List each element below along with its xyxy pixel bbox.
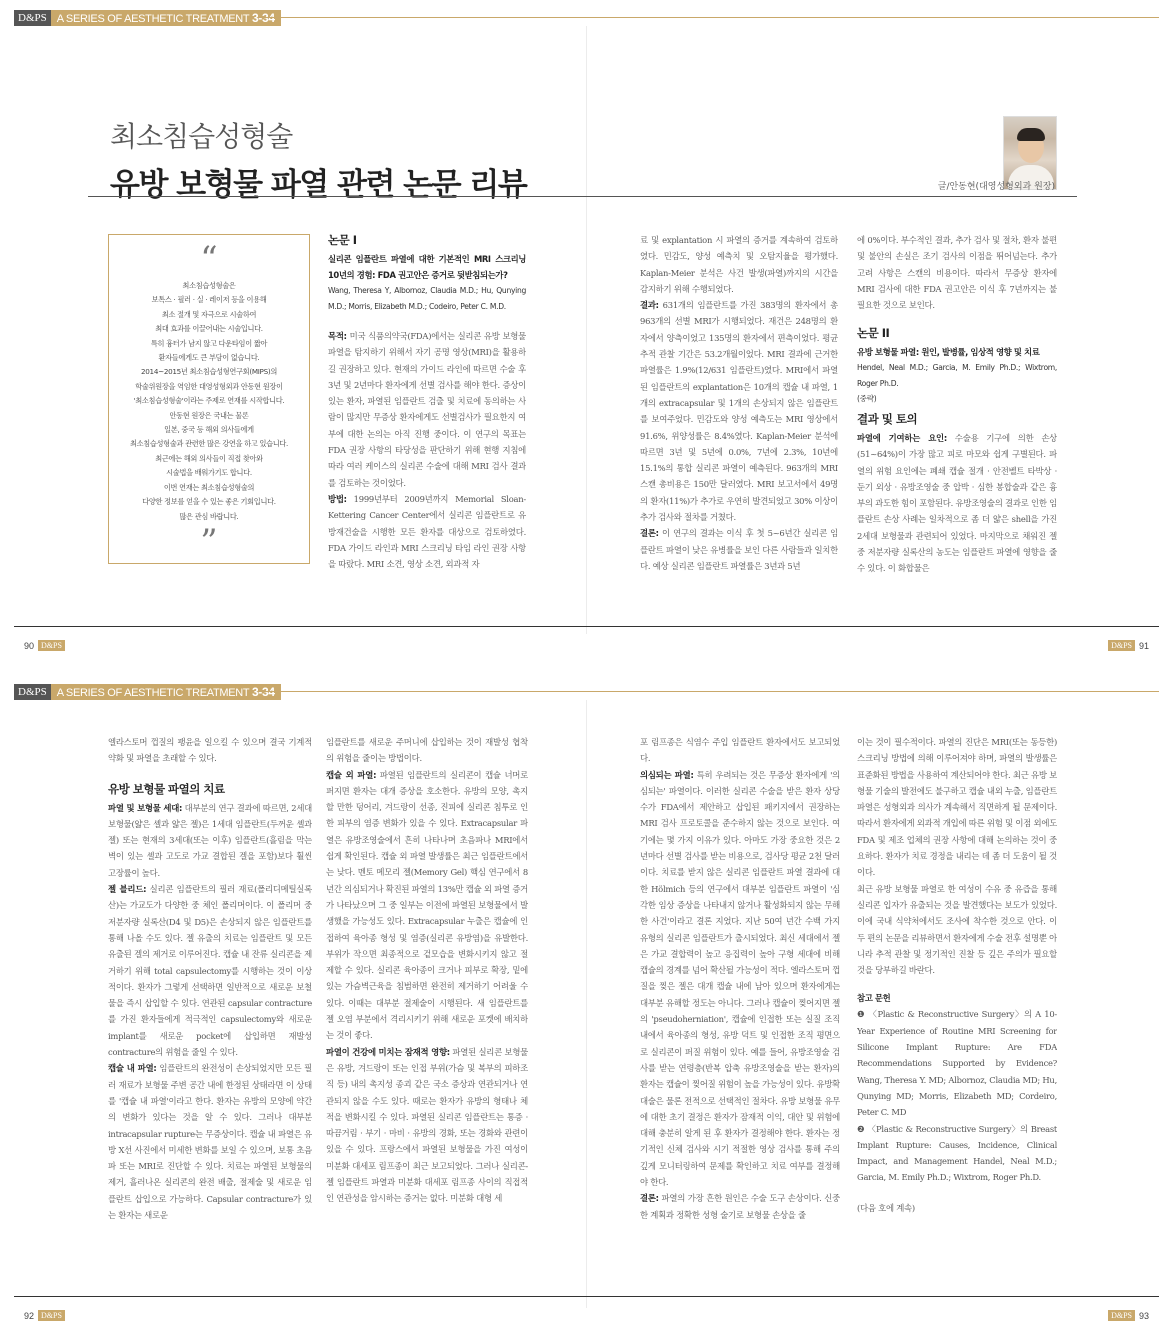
open-quote-icon: “ [200, 239, 218, 279]
col1-paragraph: 엘라스토머 껍질의 팽윤을 일으킬 수 있으며 결국 기계적 약화 및 파열을 초래할 수 있다. [108, 737, 312, 764]
gel-bleed-label: 젤 블리드: [108, 884, 147, 895]
references-heading: 참고 문헌 [857, 993, 891, 1004]
purpose-label: 목적: [328, 331, 347, 341]
method-label: 방법: [328, 493, 347, 504]
page-number-left [24, 640, 65, 651]
rupture-factors [857, 430, 1057, 577]
column-4 [857, 734, 1057, 1244]
gel-bleed-text: 실리콘 임플란트의 필러 재료(폴리디메틸실록산)는 가교도가 다양한 중 체인 폴리머이다. 이 폴리머 중 저분자량 실록산(D4 및 D5)은 손상되지 않은 임플란트를 통해 나올 수도 있다. 젤 유출의 치료는 임플란트 및 모든 유출된 겔의 제거로 이루어진다. 캡슐 내 잔류 실리콘을 제거하기 위해 total capsulectomy를 시행하는 것이 이상적이다. 환자가 그렇게 선택하면 일반적으로 새로운 보철물을 즉시 삽입할 수 있다. 연관된 capsular contracture를 가진 환자들에게 적극적인 capsulectomy와 새로운 implant를 새로운 pocket에 삽입하면 재발성 contracture의 위험을 줄일 수 있다. [108, 884, 312, 1058]
intracapsular-text: 임플란트의 완전성이 손상되었지만 모든 필러 재료가 보형물 주변 공간 내에 한정된 상태라면 이 상태를 '캡슐 내 파열'이라고 한다. 환자는 유방의 모양에 약간의 변화가 있다는 것을 알 수 있다. 그러나 대부분 intracapsular rupture는 무증상이다. 캡슐 내 파열은 유방 X선 사진에서 미세한 변화를 보일 수 있으며, 보통 초음파 또는 MRI로 진단할 수 있다. 치료는 파열된 보형물의 제거, 흘러나온 실리콘의 완전 배출, 절제술 및 새로운 임플란트 삽입으로 가능하다. Capsular contracture가 있는 환자는 새로운 [108, 1063, 312, 1221]
page-number-left [24, 1310, 65, 1321]
footer-logo: D&PS [38, 640, 65, 651]
magazine-logo: D&PS [14, 10, 51, 26]
column-3 [640, 734, 840, 1244]
page-number-right [1108, 1310, 1149, 1321]
headline-sub: 최소침습성형술 [110, 120, 293, 153]
suspected-paragraph [640, 767, 840, 1191]
page-number: 92 [24, 1310, 35, 1321]
col4-paragraph-2: 최근 유방 보형물 파열로 한 여성이 수유 중 유즙을 통해 실리콘 입자가 유출되는 것을 발견했다는 보도가 있었다. 이에 국내 식약처에서도 조사에 착수한 것으로 안다. 이 두 편의 논문을 리뷰하면서 환자에게 수술 전후 설명뿐 아니라 추적 관찰 및 정기적인 진찰 등 깊은 주의가 필요할 것을 당부하길 바란다. [857, 883, 1057, 976]
column-3 [857, 232, 1057, 582]
generation-paragraph [108, 800, 312, 881]
column-2 [326, 734, 528, 1244]
paper1-heading: 논문 I [328, 233, 357, 247]
conclusion-text: 이 연구의 결과는 이식 후 첫 5~6년간 실리콘 임플란트 파열이 낮은 유병률을 보인 다른 사람들과 일치한다. 예상 실리콘 임플란트 파열률은 3년과 5년 [640, 528, 838, 571]
page-number: 90 [24, 640, 35, 651]
intro-text: 최소침습성형술은 보톡스 · 필러 · 실 · 레이저 등을 이용해 최소 절개 및 자극으로 시술하여 최대 효과를 이끌어내는 시술입니다. 특히 흉터가 남지 않고 다운타임이 짧아 환자들에게도 큰 부담이 없습니다. 2014~2015년 최소침습성형연구회(MIPS)의 학술위원장을 역임한 대영성형외과 안동현 원장이 '최소침습성형술'이라는 주제로 연재를 시작합니다. 안동현 원장은 국내는 물론 일본, 중국 등 해외 의사들에게 최소침습성형술과 관련한 많은 강연을 하고 있습니다. 최근에는 해외 의사들이 직접 찾아와 시술법을 배워가기도 합니다. 이번 연재는 최소침습성형술의 다양한 정보를 얻을 수 있는 좋은 기회입니다. 많은 관심 바랍니다. [129, 281, 289, 521]
factor-text: 수술용 기구에 의한 손상(51~64%)이 가장 많고 피로 마모와 쉽게 구별된다. 파열의 위험 요인에는 폐쇄 캡슐 절개 · 안전벨트 타박상 · 둔기 외상 · 유방조영술 중 압박 · 심한 봉합술과 같은 흉부의 과도한 힘이 포함된다. 유방조영술의 결과로 인한 임플란트 손상 사례는 일차적으로 좀 더 얇은 shell을 가진 2세대 보형물과 관련되어 있었다. 마지막으로 채워진 젤 중 저분자량 실록산의 농도는 임플란트 파열에 영향을 줄 수 있다. 이 화합물은 [857, 432, 1057, 574]
results-heading: 결과 및 토의 [857, 411, 918, 426]
paper1-conclusion [640, 525, 838, 574]
col2-paragraph: 임플란트를 새로운 주머니에 삽입하는 것이 재발성 협착의 위험을 줄이는 방법이다. [326, 737, 528, 764]
purpose-text: 미국 식품의약국(FDA)에서는 실리콘 유방 보형물 파열을 탐지하기 위해서 자기 공명 영상(MRI)을 활용하길 권장하고 있다. 현재의 가이드 라인에 따르면 수술 후 3년 및 2년마다 환자에게 선별 검사를 해야 한다. 증상이 있는 환자, 파열된 임플란트 검출 및 치료에 동의하는 사람이 많지만 무증상 환자에게도 선별검사가 필요한지 여부에 대한 논의는 아직 진행 중이다. 이 연구의 목표는 FDA 권장 사항의 타당성을 판단하기 위해 현행 지침에 따라 여러 케이스의 실리콘 수술에 대해 MRI 검사 결과를 검토하는 것이었다. [328, 331, 526, 488]
footer-rule [14, 1296, 1159, 1297]
col4-paragraph-1: 이는 것이 필수적이다. 파열의 진단은 MRI(또는 동등한) 스크리닝 방법에 의해 이루어져야 하며, 파열의 발생률은 표준화된 방법을 사용하여 계산되어야 한다. 최근 유방 보형물 기술의 발전에도 불구하고 캡슐 내외 누출, 임플란트 파열은 성형외과 의사가 계속해서 직면하게 될 문제이다. 따라서 환자에게 외과적 개입에 따른 위험 및 이점 외에도 FDA 및 제조 업체의 권장 사항에 대해 논의하는 것이 중요하다. 환자가 치료 경정을 내리는 데 좀 더 도움이 될 것이다. [857, 737, 1057, 878]
series-title [51, 684, 281, 700]
paper1-purpose [328, 328, 526, 491]
reference-1: ❶ 〈Plastic & Reconstructive Surgery〉의 A 10-Year Experience of Routine MRI Screening for Silicone Implant Rupture: Are FDA Recommendations Supported by Evidence? Wang, Theresa Y. MD; Albornoz, Claudia MD; Hu, Qunying MD; Morris, Elizabeth MD; Cordeiro, Peter C. MD [857, 1009, 1057, 1118]
suspected-text: 특히 우려되는 것은 무증상 환자에게 '의심되는' 파열이다. 이러한 실리콘 수술을 받은 환자 상당수가 FDA에서 제안하고 삽입된 패키지에서 권장하는 MRI 검사 프로토콜을 준수하지 않는 것으로 보인다. 여기에는 몇 가지 이유가 있다. 아마도 가장 중요한 것은 2년마다 선별 검사를 받는 비용으로, 검사당 평균 2천 달러이다. 치료를 받지 않은 실리콘 임플란트 파열 결과에 대한 Hölmich 등의 연구에서 대부분 임플란트 파열이 '심각한 임상 증상을 나타내지 않거나 활성화되지 않는 무해한 사건'이라고 결론 지었다. 지난 50여 년간 수백 가지 유형의 실리콘 임플란트가 출시되었다. 최신 세대에서 젤은 가교 결합력이 높고 응집력이 높아 구형 세대에 비해 캡슐의 경계를 넘어 확산될 가능성이 적다. 엘라스토머 껍질을 찢은 젤은 대개 캡슐 내에 남아 있으며 환자에게는 대부분 유해할 정도는 아니다. 그러나 캡슐이 찢어지면 젤의 'pseudoherniation', 캡슐에 인접한 또는 실질 조직 내에서 육아종의 형성, 유방 덕트 및 인접한 조직 평면으로 실리콘이 퍼질 위험이 있다. 예를 들어, 유방조영술 검사를 받는 연령층(반복 압축 유방조영술을 받는 환자)의 환자는 캡슐이 찢어질 위험이 높을 가능성이 있다. 유방확대술은 물론 전적으로 선택적인 절차다. 유방 보형물 유무에 대한 초기 결정은 환자가 잠재적 이익, 대안 및 위험에 대해 충분히 알게 된 후 환자가 결정해야 한다. 환자는 정기적인 신체 검사와 시기 적절한 영상 검사를 통해 주의 깊게 모니터링하여 문제를 확인하고 치료 여부를 결정해야 한다. [640, 769, 840, 1188]
header-rule [262, 691, 1159, 692]
spread-top [0, 0, 1173, 660]
gel-bleed-paragraph [108, 881, 312, 1060]
health-label: 파열이 건강에 미치는 잠재적 영향: [326, 1046, 450, 1057]
col3-paragraph: 포 림프종은 식염수 주입 임플란트 환자에서도 보고되었다. [640, 737, 840, 764]
health-paragraph [326, 1044, 528, 1207]
magazine-logo: D&PS [14, 684, 51, 700]
result-label: 결과: [640, 300, 659, 311]
footer-rule [14, 626, 1159, 627]
portrait-hair [1017, 128, 1045, 141]
health-text: 파열된 실리콘 보형물은 유방, 겨드랑이 또는 인접 부위(가슴 및 복부의 피하조직 등) 내의 촉지성 종괴 같은 국소 증상과 연관되거나 연관되지 않을 수도 있다. 때로는 환자가 유방의 형태나 체적을 변화시킬 수 있다. 파열된 실리콘 임플란트는 통증 · 따끔거림 · 부기 · 마비 · 유방의 경화, 또는 경화와 관련이 있을 수 있다. 프랑스에서 파열된 보형물을 가진 여성이 미분화 대세포 림프종이 최근 보고되었다. 그러나 실리콘-젤 임플란트 파열과 미분화 대세포 림프종 사이의 직접적인 연관성을 암시하는 증거는 없다. 미분화 대형 세 [326, 1046, 528, 1204]
paper1-method [328, 491, 526, 572]
intro-box [108, 234, 310, 564]
column-1 [108, 734, 312, 1244]
extracapsular-paragraph [326, 767, 528, 1044]
factor-label: 파열에 기여하는 요인: [857, 432, 947, 443]
col3-paragraph: 에 0%이다. 부수적인 결과, 추가 검사 및 절차, 환자 불편 및 불안의 손실은 조기 검사의 이점을 뛰어넘는다. 추가 고려 사항은 스캔의 비용이다. 따라서 무증상 환자에 MRI 검사에 대한 FDA 권고안은 이식 후 7년까지는 불필요한 것으로 보인다. [857, 235, 1057, 311]
series-title [51, 10, 281, 26]
article-headline [110, 115, 526, 204]
series-header [14, 684, 281, 700]
close-quote-icon: ” [200, 521, 218, 562]
generation-text: 대부분의 연구 결과에 따르면, 2세대 보형물(얇은 셸과 얇은 젤)은 1세대 임플란트(두꺼운 셸과 젤) 또는 현재의 3세대(또는 이후) 임플란트(흘림을 막는 벽이 있는 셸과 고도로 가교 결합된 겔을 포함)보다 훨씬 고장률이 높다. [108, 802, 312, 878]
page-spine [586, 26, 587, 634]
generation-label: 파열 및 보형물 세대: [108, 802, 183, 813]
to-be-continued: (다음 호에 계속) [857, 1202, 915, 1213]
series-number: 3-34 [251, 685, 275, 699]
result-text: 631개의 임플란트를 가진 383명의 환자에서 총 963개의 선별 MRI가 시행되었다. 재건은 248명의 환자에서 양측이었고 135명의 환자에서 편측이었다. 평균 추적 관찰 기간은 53.2개월이었다. MRI 결과에 근거한 파열률은 1.9%(12/631 임플란트)였다. MRI에서 파열된 임플란트의 explantation은 10개의 캡슐 내 파열, 1개의 extracapsular 및 1개의 손상되지 않은 임플란트를 보여주었다. 민감도와 양성 예측도는 MRI 영상에서 91.6%, 위양성률은 8.4%였다. Kaplan-Meier 분석에 따르면 3년 및 5년에 0.0%, 7년에 2.3%, 10년에 15.1%의 통합 실리콘 파열이 예측된다. 963개의 MRI 스캔 총비용은 150만 달러였다. MRI 보고서에서 49명의 환자(11%)가 추가로 우연히 발견되었고 30% 이상이 추가 검사와 절차를 거쳤다. [640, 300, 838, 523]
paper1-title: 실리콘 임플란트 파열에 대한 기본적인 MRI 스크리닝 10년의 경험: FDA 권고안은 증거로 뒷받침되는가? [328, 254, 526, 280]
footer-logo: D&PS [1108, 1310, 1135, 1321]
paper2-authors: Hendel, Neal M.D.; Garcia, M. Emily Ph.D.; Wixtrom, Roger Ph.D. [857, 363, 1057, 388]
footer-logo: D&PS [38, 1310, 65, 1321]
series-name: A SERIES OF AESTHETIC TREATMENT [56, 687, 250, 699]
series-number: 3-34 [251, 11, 275, 25]
conclusion-label: 결론: [640, 528, 659, 539]
series-header [14, 10, 281, 26]
page-number: 91 [1138, 640, 1149, 651]
title-rule [88, 196, 1077, 197]
footer-logo: D&PS [1108, 640, 1135, 651]
intracapsular-paragraph [108, 1060, 312, 1223]
conclusion-paragraph [640, 1190, 840, 1223]
paper1-authors: Wang, Theresa Y, Albornoz, Claudia M.D.; Hu, Qunying M.D.; Morris, Elizabeth M.D.; Codeiro, Peter C. M.D. [328, 286, 526, 311]
intracapsular-label: 캡슐 내 파열: [108, 1063, 157, 1074]
page-number-right [1108, 640, 1149, 651]
col2-paragraph: 료 및 explantation 시 파열의 증거를 계속하여 검토하였다. 민감도, 양성 예측치 및 오탐지율을 평가했다. Kaplan-Meier 분석은 사건 발생(파열)까지의 시간을 감지하기 위해 수행되었다. [640, 235, 838, 294]
column-2 [640, 232, 838, 582]
header-rule [262, 17, 1159, 18]
suspected-label: 의심되는 파열: [640, 769, 694, 780]
page-number: 93 [1138, 1310, 1149, 1321]
extracapsular-label: 캡슐 외 파열: [326, 769, 377, 780]
headline-main: 유방 보형물 파열 관련 논문 리뷰 [110, 167, 527, 203]
extracapsular-text: 파열된 임플란트의 실리콘이 캡슐 너머로 퍼지면 환자는 대개 증상을 호소한다. 유방의 모양, 촉지할 만한 덩어리, 겨드랑이 선종, 진피에 실리콘 침투로 인한 피부의 염증 변화가 있을 수 있다. Extracapsular 파열은 유방조영술에서 흔히 나타나며 초음파나 MRI에서 쉽게 확인된다. 캡슐 외 파열 발생률은 최근 임플란트에서는 낮다. 멘토 메모리 젤(Memory Gel) 핵심 연구에서 8년간 의심되거나 확진된 파열의 13%만 캡슐 외 파열 증거가 나타났으며 그 중 일부는 이전에 파열된 보형물에서 발생했을 가능성도 있다. Extracapsular 누출은 캡슐에 인접하여 육아종 형성 및 염증(실리콘 유방염)을 유발한다. 부위가 작으면 최종적으로 겉모습을 변화시키지 않고 절제할 수 있다. 실리콘 육아종이 크거나 피부로 확장, 밑에 있는 가슴벽근육을 침범하면 완전히 제거하기 어려울 수 있다. 이때는 대부분 절제술이 시행된다. 새 임플란트를 젤 오염 부분에서 격리시키기 위해 새로운 포켓에 배치하는 것이 좋다. [326, 769, 528, 1041]
paper2-heading: 논문 II [857, 326, 890, 341]
series-name: A SERIES OF AESTHETIC TREATMENT [56, 13, 250, 25]
spread-bottom [0, 674, 1173, 1332]
conclusion-text: 파열의 가장 흔한 원인은 수술 도구 손상이다. 신중한 계획과 정확한 성형 술기로 보형물 손상을 줄 [640, 1193, 840, 1220]
conclusion-label: 결론: [640, 1193, 659, 1204]
treatment-heading: 유방 보형물 파열의 치료 [108, 781, 225, 796]
page-spine [586, 700, 587, 1308]
paper2-title: 유방 보형물 파열: 원인, 발병률, 임상적 영향 및 치료 [857, 347, 1040, 358]
paper2-omitted: (중략) [857, 394, 877, 404]
reference-2: ❷ 〈Plastic & Reconstructive Surgery〉의 Breast Implant Rupture: Causes, Incidence, Clinical Impact, and Management Handel, Neal M.D.; Garcia, M. Emily Ph.D.; Wixtrom, Roger Ph.D. [857, 1123, 1057, 1183]
paper1-result [640, 297, 838, 525]
column-1 [328, 232, 526, 582]
method-text: 1999년부터 2009년까지 Memorial Sloan-Kettering Cancer Center에서 실리콘 임플란트로 유방재건술을 시행한 모든 환자를 대상으로 검토하였다. FDA 가이드 라인과 MRI 스크리닝 타임 라인 권장 사항을 따랐다. MRI 소견, 영상 소견, 외과적 자 [328, 493, 526, 570]
byline: 글/안동현(대영성형외과 원장) [937, 182, 1055, 192]
